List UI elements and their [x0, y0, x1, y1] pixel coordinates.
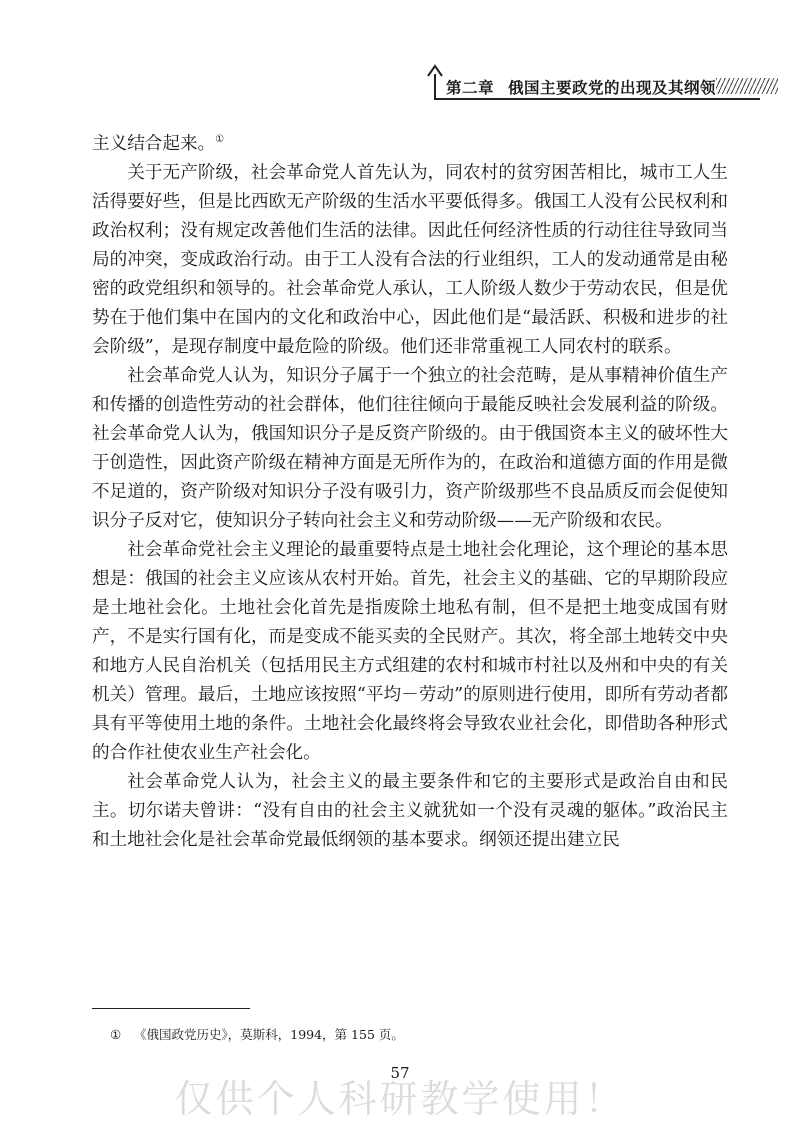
chapter-number: 第二章 — [446, 79, 495, 97]
body-text — [92, 130, 728, 855]
watermark: 仅供个人科研教学使用！ — [174, 1077, 626, 1121]
footnote-text: 《俄国政党历史》，莫斯科，1994，第 155 页。 — [134, 1027, 404, 1042]
page-number: 57 — [390, 1064, 410, 1082]
header-hatch-decoration — [716, 78, 778, 94]
footnote — [110, 1025, 404, 1043]
paragraph-5: 社会革命党人认为，社会主义的最主要条件和它的主要形式是政治自由和民主。切尔诺夫曾讲：“没有自由的社会主义就犹如一个没有灵魂的躯体。”政治民主和土地社会化是社会革命党最低纲领的基本要求。纲领还提出建立民 — [92, 772, 728, 850]
paragraph-1-text: 主义结合起来。 — [92, 134, 216, 154]
paragraph-4: 社会革命党社会主义理论的最重要特点是土地社会化理论，这个理论的基本思想是：俄国的社会主义应该从农村开始。首先，社会主义的基础、它的早期阶段应是土地社会化。土地社会化首先是指废除土地私有制，但不是把土地变成国有财产，不是实行国有化，而是变成不能买卖的全民财产。其次，将全部土地转交中央和地方人民自治机关（包括用民主方式组建的农村和城市村社以及州和中央的有关机关）管理。最后，土地应该按照“平均－劳动”的原则进行使用，即所有劳动者都具有平等使用土地的条件。土地社会化最终将会导致农业社会化，即借助各种形式的合作社使农业生产社会化。 — [92, 540, 728, 763]
paragraph-1 — [92, 130, 728, 159]
header-vertical-rule — [434, 74, 436, 100]
chapter-title — [446, 76, 716, 98]
chapter-name: 俄国主要政党的出现及其纲领 — [508, 79, 717, 97]
paragraph-2: 关于无产阶级，社会革命党人首先认为，同农村的贫穷困苦相比，城市工人生活得要好些，但是比西欧无产阶级的生活水平要低得多。俄国工人没有公民权利和政治权利；没有规定改善他们生活的法律。因此任何经济性质的行动往往导致同当局的冲突，变成政治行动。由于工人没有合法的行业组织，工人的发动通常是由秘密的政党组织和领导的。社会革命党人承认，工人阶级人数少于劳动农民，但是优势在于他们集中在国内的文化和政治中心，因此他们是“最活跃、积极和进步的社会阶级”，是现存制度中最危险的阶级。他们还非常重视工人同农村的联系。 — [92, 163, 728, 357]
paragraph-3: 社会革命党人认为，知识分子属于一个独立的社会范畴，是从事精神价值生产和传播的创造性劳动的社会群体，他们往往倾向于最能反映社会发展利益的阶级。社会革命党人认为，俄国知识分子是反资产阶级的。由于俄国资本主义的破坏性大于创造性，因此资产阶级在精神方面是无所作为的，在政治和道德方面的作用是微不足道的，资产阶级对知识分子没有吸引力，资产阶级那些不良品质反而会促使知识分子反对它，使知识分子转向社会主义和劳动阶级——无产阶级和农民。 — [92, 366, 728, 531]
footnote-mark: ① — [110, 1027, 122, 1042]
running-header — [420, 68, 760, 104]
header-rule — [434, 98, 760, 100]
footnote-reference: ① — [215, 134, 225, 146]
footnote-rule — [92, 1008, 250, 1009]
